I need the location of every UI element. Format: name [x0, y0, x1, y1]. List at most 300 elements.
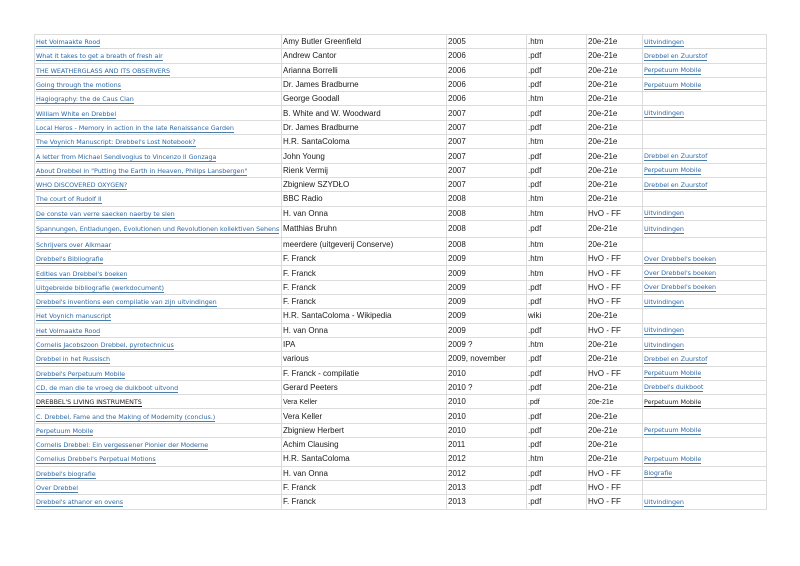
title-cell [35, 49, 282, 63]
title-cell [35, 480, 282, 494]
table-row [35, 280, 767, 294]
author-text: Vera Keller [283, 398, 318, 406]
category-link[interactable]: Over Drebbel's boeken [644, 254, 716, 263]
format-text: .htm [528, 268, 544, 278]
author-text: Dr. James Bradburne [283, 80, 359, 90]
title-cell [35, 120, 282, 134]
format-text: .pdf [528, 440, 542, 450]
category-cell [643, 466, 767, 480]
format-cell [527, 495, 587, 509]
title-cell [35, 35, 282, 49]
format-text: .pdf [528, 468, 542, 478]
year-cell [447, 92, 527, 106]
year-text: 2007 [448, 151, 466, 161]
table-row [35, 495, 767, 509]
author-cell [282, 495, 447, 509]
title-link[interactable]: Over Drebbel [36, 484, 78, 493]
format-text: .pdf [528, 497, 542, 507]
format-text: .pdf [528, 224, 542, 234]
author-cell [282, 380, 447, 394]
format-text: .pdf [528, 65, 542, 75]
category-link[interactable]: Perpetuum Mobile [644, 369, 702, 378]
table-row [35, 295, 767, 309]
year-text: 2009 [448, 268, 466, 278]
category-link[interactable]: Uitvindingen [644, 224, 684, 233]
year-text: 2007 [448, 180, 466, 190]
title-cell [35, 380, 282, 394]
period-text: 20e-21e [588, 137, 618, 147]
format-cell [527, 466, 587, 480]
period-text: 20e-21e [588, 382, 618, 392]
title-link[interactable]: About Drebbel in "Putting the Earth in Heaven, Philips Lansbergen" [36, 166, 248, 175]
author-cell [282, 409, 447, 423]
year-text: 2007 [448, 165, 466, 175]
period-text: HvO - FF [588, 468, 621, 478]
table-row [35, 177, 767, 191]
title-link[interactable]: Cornelius Drebbel's Perpetual Motions [36, 455, 156, 464]
author-cell [282, 395, 447, 409]
category-cell [643, 280, 767, 294]
format-text: .pdf [528, 483, 542, 493]
year-cell [447, 480, 527, 494]
author-text: H.R. SantaColoma [283, 454, 350, 464]
category-cell [643, 177, 767, 191]
year-cell [447, 163, 527, 177]
author-text: F. Franck [283, 297, 316, 307]
format-text: .htm [528, 240, 544, 249]
year-text: 2007 [448, 137, 466, 147]
category-cell [643, 438, 767, 452]
author-cell [282, 77, 447, 91]
author-text: Zbigniew SZYDŁO [283, 180, 350, 190]
year-cell [447, 438, 527, 452]
year-cell [447, 252, 527, 266]
title-cell [35, 92, 282, 106]
year-cell [447, 177, 527, 191]
category-cell [643, 409, 767, 423]
year-cell [447, 409, 527, 423]
year-text: 2006 [448, 65, 466, 75]
period-cell [587, 452, 643, 466]
table-row [35, 323, 767, 337]
year-text: 2008 [448, 208, 466, 218]
year-cell [447, 49, 527, 63]
year-text: 2006 [448, 94, 466, 104]
author-text: Zbigniew Herbert [283, 425, 344, 435]
format-text: .pdf [528, 108, 542, 118]
author-text: B. White and W. Woodward [283, 108, 381, 118]
period-text: 20e-21e [588, 240, 618, 249]
period-text: 20e-21e [588, 194, 618, 204]
period-cell [587, 163, 643, 177]
title-link[interactable]: Drebbel's athanor en ovens [36, 498, 124, 507]
period-text: HvO - FF [588, 254, 621, 264]
title-cell [35, 495, 282, 509]
year-text: 2009 [448, 297, 466, 307]
title-cell [35, 206, 282, 220]
title-cell [35, 395, 282, 409]
category-cell [643, 192, 767, 206]
period-text: 20e-21e [588, 440, 618, 450]
title-link[interactable]: Going through the motions [36, 81, 121, 90]
format-text: .pdf [528, 325, 542, 335]
year-text: 2009 [448, 254, 466, 264]
period-cell [587, 35, 643, 49]
period-cell [587, 280, 643, 294]
author-text: Vera Keller [283, 411, 323, 421]
format-cell [527, 452, 587, 466]
table-row [35, 309, 767, 323]
format-text: .htm [528, 94, 544, 104]
category-link[interactable]: Uitvindingen [644, 37, 684, 46]
category-link[interactable]: Uitvindingen [644, 297, 684, 306]
format-cell [527, 163, 587, 177]
period-cell [587, 135, 643, 149]
category-cell [643, 337, 767, 351]
category-link[interactable]: Drebbel en Zuurstof [644, 354, 708, 363]
period-text: 20e-21e [588, 51, 618, 61]
author-text: IPA [283, 340, 296, 350]
period-cell [587, 438, 643, 452]
category-link[interactable]: Uitvindingen [644, 497, 684, 506]
table-row [35, 92, 767, 106]
author-text: F. Franck [283, 497, 316, 507]
category-link[interactable]: Uitvindingen [644, 340, 684, 349]
period-text: 20e-21e [588, 122, 618, 132]
category-link[interactable]: Drebbel en Zuurstof [644, 51, 708, 60]
category-cell [643, 92, 767, 106]
year-cell [447, 423, 527, 437]
period-cell [587, 423, 643, 437]
title-cell [35, 63, 282, 77]
period-cell [587, 220, 643, 237]
period-cell [587, 63, 643, 77]
year-text: 2009 [448, 325, 466, 335]
format-cell [527, 106, 587, 120]
author-cell [282, 309, 447, 323]
period-text: 20e-21e [588, 180, 618, 190]
year-cell [447, 266, 527, 280]
author-cell [282, 120, 447, 134]
period-cell [587, 49, 643, 63]
author-cell [282, 206, 447, 220]
author-cell [282, 466, 447, 480]
format-text: .pdf [528, 282, 542, 292]
format-cell [527, 380, 587, 394]
format-text: .pdf [528, 165, 542, 175]
author-text: H. van Onna [283, 468, 328, 478]
category-cell [643, 206, 767, 220]
format-cell [527, 423, 587, 437]
author-cell [282, 135, 447, 149]
format-cell [527, 295, 587, 309]
category-link[interactable]: Uitvindingen [644, 326, 684, 335]
period-cell [587, 366, 643, 380]
category-link[interactable]: Biografie [644, 469, 673, 478]
author-text: Achim Clausing [283, 440, 339, 450]
title-cell [35, 352, 282, 366]
year-cell [447, 380, 527, 394]
title-link[interactable]: WHO DISCOVERED OXYGEN? [36, 181, 128, 190]
title-link[interactable]: CD, de man die te vroeg de duikboot uitvond [36, 383, 179, 392]
author-text: BBC Radio [283, 194, 323, 204]
year-text: 2010 [448, 368, 466, 378]
table-row [35, 480, 767, 494]
category-link[interactable]: Perpetuum Mobile [644, 454, 702, 463]
format-text: .htm [528, 454, 544, 464]
title-link[interactable]: Edities van Drebbel's boeken [36, 269, 128, 278]
category-cell [643, 495, 767, 509]
author-cell [282, 63, 447, 77]
category-cell [643, 480, 767, 494]
period-text: 20e-21e [588, 340, 618, 350]
title-cell [35, 266, 282, 280]
year-cell [447, 120, 527, 134]
title-cell [35, 177, 282, 191]
period-cell [587, 409, 643, 423]
author-cell [282, 177, 447, 191]
title-link[interactable]: William White en Drebbel [36, 109, 117, 118]
category-cell [643, 220, 767, 237]
period-text: 20e-21e [588, 151, 618, 161]
format-cell [527, 77, 587, 91]
format-cell [527, 366, 587, 380]
title-link[interactable]: What it takes to get a breath of fresh air [36, 52, 163, 61]
title-link[interactable]: De conste van verre saecken naerby te sien [36, 209, 175, 218]
title-link[interactable]: Schrijvers over Alkmaar [36, 241, 112, 249]
title-link[interactable]: The court of Rudolf II [36, 195, 102, 204]
category-link[interactable]: Perpetuum Mobile [644, 166, 702, 175]
title-link[interactable]: DREBBEL'S LIVING INSTRUMENTS [36, 398, 142, 407]
year-text: 2005 [448, 37, 466, 47]
title-link[interactable]: The Voynich Manuscript: Drebbel's Lost Notebook? [36, 138, 196, 147]
year-cell [447, 77, 527, 91]
period-cell [587, 237, 643, 251]
title-link[interactable]: THE WEATHERGLASS AND ITS OBSERVERS [36, 66, 171, 75]
title-cell [35, 366, 282, 380]
format-cell [527, 63, 587, 77]
year-text: 2010 ? [448, 382, 473, 392]
title-link[interactable]: Hagiography: the de Caus Clan [36, 95, 134, 104]
table-row [35, 380, 767, 394]
title-cell [35, 438, 282, 452]
table-row [35, 337, 767, 351]
period-cell [587, 106, 643, 120]
format-cell [527, 237, 587, 251]
title-link[interactable]: Het Voynich manuscript [36, 312, 112, 321]
period-text: HvO - FF [588, 297, 621, 307]
format-cell [527, 177, 587, 191]
period-text: 20e-21e [588, 80, 618, 90]
format-cell [527, 352, 587, 366]
format-text: .pdf [528, 151, 542, 161]
year-cell [447, 206, 527, 220]
author-cell [282, 106, 447, 120]
table-row [35, 63, 767, 77]
category-link[interactable]: Drebbel's duikboot [644, 383, 704, 392]
table-row [35, 77, 767, 91]
year-cell [447, 323, 527, 337]
category-link[interactable]: Perpetuum Mobile [644, 397, 702, 406]
author-text: F. Franck [283, 483, 316, 493]
category-cell [643, 352, 767, 366]
year-text: 2010 [448, 411, 466, 421]
year-text: 2008 [448, 224, 466, 234]
year-text: 2007 [448, 108, 466, 118]
author-text: Dr. James Bradburne [283, 122, 359, 132]
title-link[interactable]: Cornelis Drebbel: Ein vergessener Pionier der Moderne [36, 441, 209, 450]
category-link[interactable]: Drebbel en Zuurstof [644, 152, 708, 161]
category-cell [643, 163, 767, 177]
author-cell [282, 149, 447, 163]
period-cell [587, 92, 643, 106]
table-row [35, 409, 767, 423]
author-cell [282, 92, 447, 106]
title-cell [35, 423, 282, 437]
author-text: H.R. SantaColoma [283, 137, 350, 147]
year-cell [447, 106, 527, 120]
title-link[interactable]: Drebbel in het Russisch [36, 355, 110, 364]
year-text: 2013 [448, 483, 466, 493]
category-cell [643, 49, 767, 63]
year-text: 2008 [448, 194, 466, 204]
format-cell [527, 220, 587, 237]
format-text: .pdf [528, 297, 542, 307]
category-link[interactable]: Drebbel en Zuurstof [644, 180, 708, 189]
period-text: 20e-21e [588, 398, 614, 406]
category-cell [643, 35, 767, 49]
year-text: 2007 [448, 122, 466, 132]
table-row [35, 466, 767, 480]
title-link[interactable]: Het Volmaakte Rood [36, 326, 101, 335]
format-text: .pdf [528, 180, 542, 190]
category-cell [643, 266, 767, 280]
period-text: 20e-21e [588, 311, 618, 321]
period-text: 20e-21e [588, 454, 618, 464]
author-text: F. Franck - compilatie [283, 368, 360, 378]
title-cell [35, 252, 282, 266]
format-cell [527, 135, 587, 149]
title-link[interactable]: Perpetuum Mobile [36, 426, 94, 435]
format-cell [527, 280, 587, 294]
table-row [35, 163, 767, 177]
period-text: 20e-21e [588, 37, 618, 47]
table-row [35, 252, 767, 266]
period-text: HvO - FF [588, 282, 621, 292]
year-cell [447, 366, 527, 380]
title-cell [35, 163, 282, 177]
category-cell [643, 395, 767, 409]
period-text: 20e-21e [588, 425, 618, 435]
year-text: 2006 [448, 80, 466, 90]
year-text: 2008 [448, 240, 466, 249]
year-cell [447, 135, 527, 149]
table-row [35, 395, 767, 409]
category-link[interactable]: Over Drebbel's boeken [644, 269, 716, 278]
year-cell [447, 495, 527, 509]
period-cell [587, 337, 643, 351]
period-cell [587, 495, 643, 509]
period-cell [587, 192, 643, 206]
period-cell [587, 252, 643, 266]
period-cell [587, 323, 643, 337]
period-text: HvO - FF [588, 268, 621, 278]
title-cell [35, 192, 282, 206]
category-cell [643, 323, 767, 337]
title-link[interactable]: Local Heros - Memory in action in the late Renaissance Garden [36, 123, 234, 132]
author-cell [282, 323, 447, 337]
format-cell [527, 309, 587, 323]
author-cell [282, 163, 447, 177]
title-link[interactable]: Drebbel's Perpetuum Mobile [36, 369, 125, 378]
title-link[interactable]: Drebbel's biografie [36, 469, 96, 478]
table-row [35, 266, 767, 280]
title-cell [35, 220, 282, 237]
category-link[interactable]: Uitvindingen [644, 209, 684, 218]
category-link[interactable]: Uitvindingen [644, 109, 684, 118]
author-cell [282, 337, 447, 351]
category-cell [643, 452, 767, 466]
format-cell [527, 252, 587, 266]
title-link[interactable]: A letter from Michael Sendivogius to Vincenzo II Gonzaga [36, 152, 217, 161]
category-cell [643, 149, 767, 163]
period-text: HvO - FF [588, 368, 621, 378]
format-cell [527, 438, 587, 452]
title-link[interactable]: C. Drebbel, Fame and the Making of Modernity (conclus.) [36, 412, 216, 421]
year-cell [447, 280, 527, 294]
table-row [35, 423, 767, 437]
table-row [35, 106, 767, 120]
period-text: 20e-21e [588, 108, 618, 118]
title-link[interactable]: Spannungen, Entladungen, Evolutionen und Revolutionen kollektiven Sehens [36, 225, 280, 234]
year-text: 2009 [448, 311, 466, 321]
title-link[interactable]: Cornelis Jacobszoon Drebbel, pyrotechnicus [36, 341, 174, 350]
table-row [35, 220, 767, 237]
title-link[interactable]: Drebbel's inventions een compilatie van zijn uitvindingen [36, 298, 217, 307]
category-link[interactable]: Over Drebbel's boeken [644, 283, 716, 292]
year-text: 2010 [448, 425, 466, 435]
format-cell [527, 192, 587, 206]
format-cell [527, 206, 587, 220]
period-cell [587, 177, 643, 191]
period-text: 20e-21e [588, 411, 618, 421]
author-text: various [283, 354, 309, 364]
period-cell [587, 380, 643, 394]
period-text: 20e-21e [588, 94, 618, 104]
author-cell [282, 266, 447, 280]
table-row [35, 352, 767, 366]
category-cell [643, 106, 767, 120]
table-row [35, 120, 767, 134]
title-cell [35, 452, 282, 466]
title-link[interactable]: Drebbel's Bibliografie [36, 255, 104, 264]
title-link[interactable]: Uitgebreide bibliografie (werkdocument) [36, 283, 164, 292]
format-text: .pdf [528, 411, 542, 421]
category-link[interactable]: Perpetuum Mobile [644, 80, 702, 89]
year-text: 2012 [448, 454, 466, 464]
year-cell [447, 452, 527, 466]
category-cell [643, 366, 767, 380]
category-link[interactable]: Perpetuum Mobile [644, 66, 702, 75]
period-text: 20e-21e [588, 65, 618, 75]
format-text: .pdf [528, 398, 540, 406]
category-link[interactable]: Perpetuum Mobile [644, 426, 702, 435]
year-cell [447, 309, 527, 323]
author-cell [282, 295, 447, 309]
period-cell [587, 77, 643, 91]
period-cell [587, 266, 643, 280]
title-link[interactable]: Het Volmaakte Rood [36, 38, 101, 47]
